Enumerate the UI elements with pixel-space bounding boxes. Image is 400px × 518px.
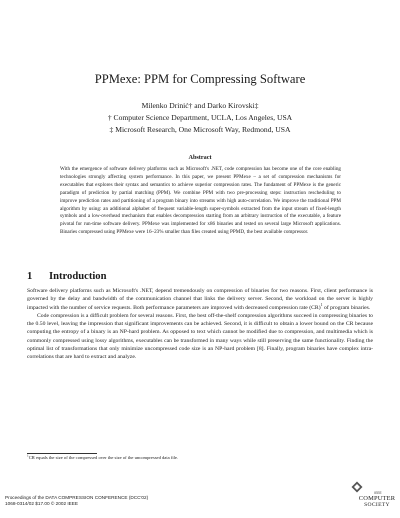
footnote-mark: 1 — [27, 453, 29, 458]
section-title: Introduction — [49, 271, 107, 282]
proceedings-line-1: Proceedings of the DATA COMPRESSION CONFERENCE (DCC'02) — [5, 495, 149, 500]
footnote-text: CR equals the size of the compressed over the size of the uncompressed data file. — [28, 455, 179, 460]
intro-paragraph-2: Code compression is a difficult problem for several reasons. First, the best off-the-shelf compression algorithms succeed in compressing binaries to the 0.50 level, leaving the impression that significant improvements can be achieved. Second, it is difficult to obtain a lower bound on the CR because computing the entropy of a binary is an NP-hard problem. As opposed to text which cannot be modified due to compression, and multimedia which is commonly compressed using lossy algorithms, executables can be transformed in many ways while still preserving the same functionality. Finding the optimal list of transformations that only minimize uncompressed code size is an NP-hard problem [8]. Finally, program binaries have complex intra-correlations that are hard to extract and analyze. — [27, 312, 373, 361]
proceedings-info — [5, 495, 148, 507]
abstract-text: With the emergence of software delivery platforms such as Microsoft's .NET, code compression has become one of the core enabling technologies strongly affecting system performance. In this paper, we present PPMexe – a set of compression mechanisms for executables that explores their syntax and semantics to achieve superior compression rates. The fundament of PPMexe is the generic paradigm of prediction by partial matching (PPM). We combine PPM with two pre-processing steps: instruction rescheduling to improve prediction rates and partitioning of a program binary into streams with high auto-correlation. We improve the traditional PPM algorithm by using: an additional alphabet of frequent variable-length super-symbols extracted from the input stream of fixed-length symbols and a low-overhead mechanism that enables decompression starting from an arbitrary instruction of the executable, a feature pivotal for run-time software delivery. PPMexe was implemented for x86 binaries and tested on several large Microsoft applications. Binaries compressed using PPMexe were 16–23% smaller than files created using PPMD, the best available compressor. — [60, 166, 341, 236]
footnote-reference[interactable]: 1 — [320, 301, 323, 307]
logo-text-computer: COMPUTER — [358, 495, 396, 502]
abstract-heading: Abstract — [188, 154, 212, 161]
section-number: 1 — [27, 271, 33, 282]
paper-authors: Milenko Drinić† and Darko Kirovski‡ — [141, 101, 259, 110]
footnote-divider — [27, 453, 97, 454]
affiliation-microsoft: ‡ Microsoft Research, One Microsoft Way, Redmond, USA — [109, 125, 291, 134]
footnote — [27, 455, 178, 461]
intro-paragraph-1-end: of program binaries. — [322, 304, 371, 311]
logo-text-ieee: IEEE — [374, 491, 382, 495]
proceedings-line-2: 1068-0314/02 $17.00 © 2002 IEEE — [5, 501, 79, 506]
intro-paragraph-1 — [27, 287, 373, 312]
affiliation-ucla: † Computer Science Department, UCLA, Los Angeles, USA — [107, 113, 293, 122]
section-body — [27, 287, 373, 362]
intro-paragraph-1-text: Software delivery platforms such as Microsoft's .NET, depend tremendously on compression of binaries for two reasons. First, client performance is governed by the delay and bandwidth of the communication channel that links the delivery server. Second, the workload on the server is highly impacted with the number of service requests. Both performance parameters are improved with decreased compression rate (CR) — [27, 288, 373, 311]
computer-society-logo — [351, 481, 397, 513]
paper-title: PPMexe: PPM for Compressing Software — [94, 72, 306, 86]
logo-text-society: SOCIETY — [364, 502, 390, 508]
section-heading — [27, 270, 107, 283]
